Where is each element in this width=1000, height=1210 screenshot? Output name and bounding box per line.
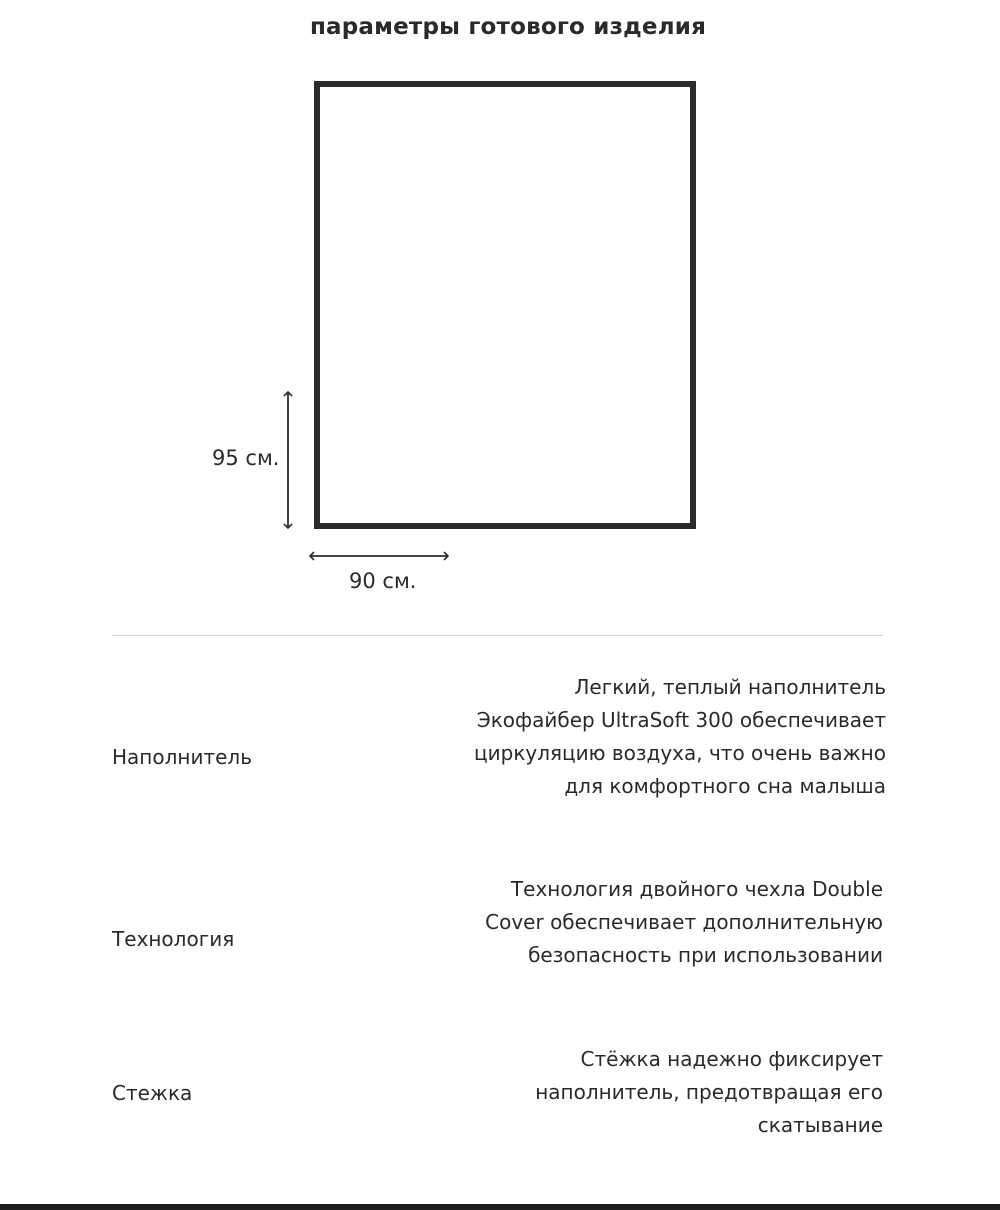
spec-description: Легкий, теплый наполнитель Экофайбер UltraSoft 300 обеспечивает циркуляцию воздуха, что очень важно для комфортного сна малыша [474, 675, 886, 798]
spec-description: Технология двойного чехла Double Cover обеспечивает дополнительную безопасность при использовании [485, 877, 883, 967]
section-title: параметры готового изделия [309, 14, 707, 40]
spec-label: Стежка [112, 1081, 193, 1105]
width-dimension-label: 90 см. [349, 569, 417, 593]
height-dimension-label: 95 см. [212, 446, 280, 470]
product-outline [317, 84, 693, 526]
section-divider [112, 635, 883, 636]
spec-label: Технология [112, 927, 235, 951]
spec-label: Наполнитель [112, 745, 252, 769]
spec-description: Стёжка надежно фиксирует наполнитель, предотвращая его скатывание [535, 1047, 883, 1137]
bottom-border [0, 1204, 1000, 1210]
